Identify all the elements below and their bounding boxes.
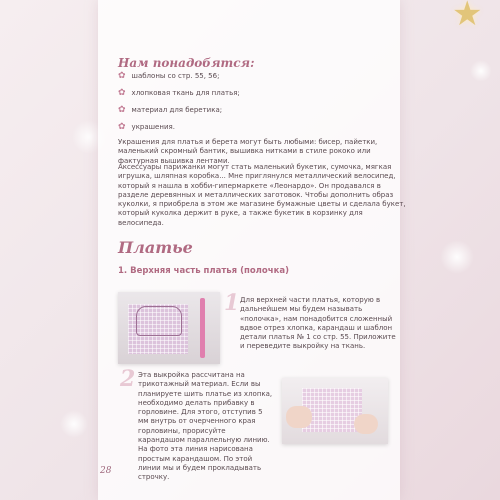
step-number: 2 bbox=[120, 366, 136, 392]
paragraph-accessories: Аксессуары парижанки могут стать маленький букетик, сумочка, мягкая игрушка, шляпная коробка... Мне приглянулся металлический велосипед, который я нашла в хобби-гипермаркете «Леонардо». Он продавался в разделе деревянных и металлических заготовок. Чтобы дополнить образ куколки, я приобрела в этом же магазине бумажные цветы и сделала букет, который куколка держит в руке, а также букетик в корзинку для велосипеда. bbox=[118, 163, 406, 227]
sparkle-decoration bbox=[60, 410, 88, 438]
step-number: 1 bbox=[224, 290, 240, 316]
list-item: ✿ украшения. bbox=[118, 122, 175, 132]
pencil-image bbox=[200, 298, 205, 358]
subsection-title: 1. Верхняя часть платья (полочка) bbox=[118, 266, 289, 276]
flower-bullet-icon: ✿ bbox=[118, 122, 126, 132]
step-text: Для верхней части платья, которую в дальнейшем мы будем называть «полочка», нам понадобится сложенный вдвое отрез хлопка, карандаш и шаблон детали платья № 1 со стр. 55. Приложите и переведите выкройку на ткань. bbox=[240, 296, 396, 351]
star-icon: ★ bbox=[452, 0, 483, 34]
flower-bullet-icon: ✿ bbox=[118, 105, 126, 115]
sparkle-decoration bbox=[470, 60, 492, 82]
pattern-outline bbox=[136, 306, 182, 336]
materials-list bbox=[118, 72, 240, 140]
hand-image bbox=[354, 414, 378, 434]
sparkle-decoration bbox=[440, 240, 474, 274]
paragraph-decorations: Украшения для платья и берета могут быть любыми: бисер, пайетки, маленький скромный бантик, вышивка нитками в стиле рококо или фактурная вышивка лентами. bbox=[118, 138, 378, 165]
materials-title: Нам понадобятся: bbox=[118, 56, 255, 70]
list-item: ✿ шаблоны со стр. 55, 56; bbox=[118, 71, 220, 81]
photo-neckline-drawing bbox=[282, 378, 388, 444]
step-text: Эта выкройка рассчитана на трикотажный материал. Если вы планируете шить платье из хлопка, необходимо делать прибавку в горловине. Для этого, отступив 5 мм внутрь от очерченного края горловины, прорисуйте карандашом параллельную линию. На фото эта линия нарисована простым карандашом. По этой линии мы и будем прокладывать строчку. bbox=[138, 371, 273, 482]
list-item: ✿ хлопковая ткань для платья; bbox=[118, 88, 240, 98]
page-number: 28 bbox=[100, 466, 112, 476]
fabric-image bbox=[302, 388, 362, 432]
flower-bullet-icon: ✿ bbox=[118, 71, 126, 81]
list-item: ✿ материал для беретика; bbox=[118, 105, 223, 115]
section-title: Платье bbox=[118, 238, 193, 257]
photo-pattern-tracing bbox=[118, 292, 220, 364]
flower-bullet-icon: ✿ bbox=[118, 88, 126, 98]
hand-image bbox=[286, 406, 312, 428]
